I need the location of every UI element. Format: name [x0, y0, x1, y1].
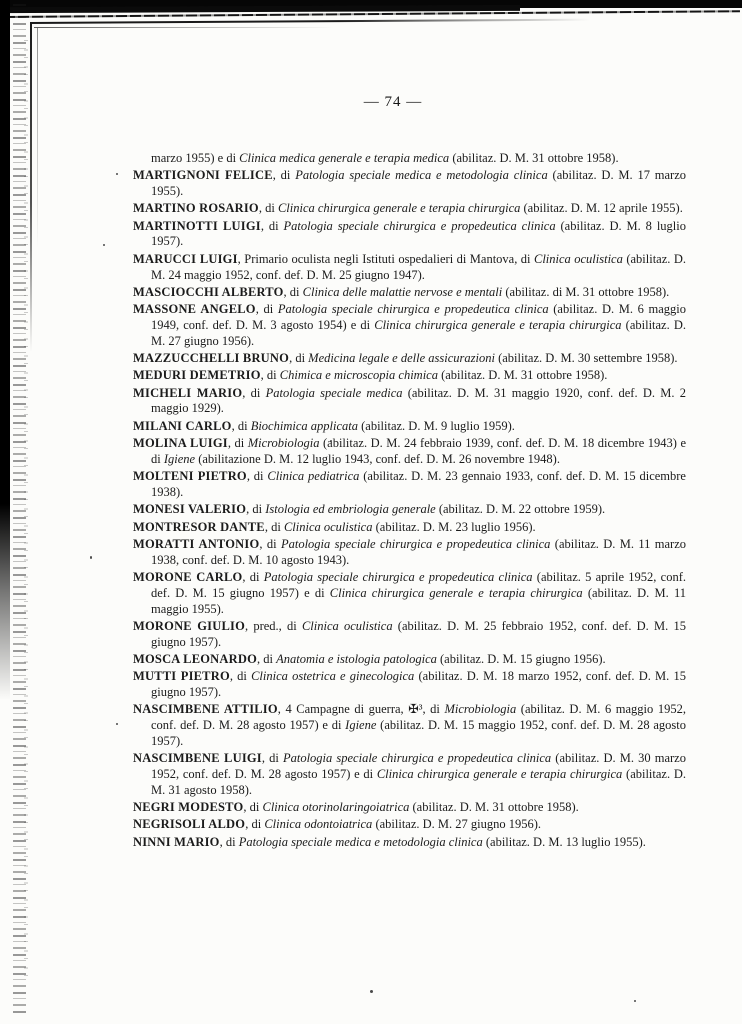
directory-entry: [133, 469, 686, 501]
person-name: MARTINO ROSARIO: [133, 201, 259, 216]
person-name: MUTTI PIETRO: [133, 669, 230, 684]
specialty-name: Clinica ostetrica e ginecologica: [251, 669, 415, 684]
directory-entry: [133, 619, 686, 651]
entry-text: , di: [242, 385, 266, 400]
person-name: NASCIMBENE ATTILIO: [133, 702, 278, 717]
entry-text: (abilitaz. D. M. 12 aprile 1955).: [520, 201, 683, 216]
entry-text: (abilitaz. D. M. 31 ottobre 1958).: [409, 800, 579, 815]
entry-text: (abilitaz. D. M. 31 ottobre 1958).: [437, 368, 608, 383]
directory-entry-continuation: [133, 151, 686, 167]
entry-text: (abilitaz. D. M. 27 giugno 1956).: [151, 317, 686, 348]
scan-speckle-dot: [370, 990, 373, 993]
entry-text: , di: [255, 302, 278, 317]
entry-text: (abilitaz. D. M. 9 luglio 1959).: [357, 418, 515, 433]
entry-text: , di: [259, 536, 281, 551]
entry-text: (abilitaz. D. M. 31 ottobre 1958).: [449, 151, 619, 165]
person-name: MONTRESOR DANTE: [133, 519, 265, 534]
specialty-name: Clinica chirurgica generale e terapia chirurgica: [329, 585, 583, 600]
entry-text: , di: [242, 569, 264, 584]
directory-entry: [133, 835, 686, 851]
specialty-name: Patologia speciale chirurgica e propedeutica clinica: [283, 218, 556, 233]
directory-entry: [133, 201, 686, 217]
specialty-name: Clinica chirurgica generale e terapia chirurgica: [376, 766, 623, 781]
page-number: — 74 —: [363, 94, 423, 110]
directory-entry: [133, 537, 686, 569]
person-name: NINNI MARIO: [133, 834, 220, 849]
person-name: NEGRI MODESTO: [133, 800, 244, 815]
person-name: MILANI CARLO: [133, 418, 232, 433]
scan-speckle-dot: [116, 723, 118, 725]
person-name: NEGRISOLI ALDO: [133, 817, 246, 832]
directory-entry: [133, 702, 686, 749]
entry-text: , di: [243, 800, 263, 815]
specialty-name: Clinica chirurgica generale e terapia chirurgica: [277, 201, 521, 216]
entry-text: (abilitaz. di M. 31 ottobre 1958).: [502, 284, 670, 299]
specialty-name: Biochimica applicata: [250, 418, 358, 433]
directory-entry: [133, 800, 686, 816]
entry-text: , di: [264, 519, 284, 534]
entry-text: , di: [261, 751, 283, 766]
specialty-name: Clinica oculistica: [533, 251, 623, 266]
entry-text: (abilitaz. D. M. 27 giugno 1956).: [372, 817, 542, 832]
specialty-name: Chimica e microscopia chimica: [279, 368, 438, 383]
entry-text: (abilitaz. D. M. 31 agosto 1958).: [151, 766, 686, 797]
person-name: MASSONE ANGELO: [133, 302, 256, 317]
entry-text: , di: [289, 351, 309, 366]
person-name: MAZZUCCHELLI BRUNO: [133, 351, 290, 366]
person-name: NASCIMBENE LUIGI: [133, 751, 262, 766]
directory-entry: [133, 302, 686, 349]
specialty-name: Patologia speciale medica e metodologia clinica: [238, 834, 483, 849]
specialty-name: Clinica delle malattie nervose e mentali: [302, 284, 503, 299]
directory-entry: [133, 570, 686, 617]
entry-text: (abilitaz. D. M. 13 luglio 1955).: [482, 834, 646, 849]
specialty-name: Patologia speciale medica e metodologia clinica: [295, 168, 548, 183]
specialty-name: Microbiologia: [247, 436, 320, 451]
specialty-name: Patologia speciale chirurgica e propedeutica clinica: [280, 536, 551, 551]
person-name: MEDURI DEMETRIO: [133, 368, 261, 383]
page-frame-top-line: [30, 19, 590, 24]
scan-speckle-dot: [90, 556, 92, 559]
specialty-name: Clinica oculistica: [301, 618, 393, 633]
specialty-name: Igiene: [345, 718, 377, 733]
directory-entry: [133, 751, 686, 798]
specialty-name: Patologia speciale chirurgica e propedeutica clinica: [282, 751, 552, 766]
specialty-name: Anatomia e istologia patologica: [276, 651, 437, 666]
entry-text: (abilitaz. D. M. 6 maggio 1952, conf. def. D. M. 28 agosto 1957) e di: [151, 702, 686, 733]
entry-text: , di: [231, 418, 251, 433]
entry-text: (abilitaz. D. M. 8 luglio 1957).: [151, 218, 686, 249]
specialty-name: Patologia speciale chirurgica e propedeutica clinica: [277, 302, 549, 317]
specialty-name: Clinica medica generale e terapia medica: [239, 151, 450, 165]
entry-text: (abilitaz. D. M. 30 settembre 1958).: [494, 351, 678, 366]
directory-entry: [133, 502, 686, 518]
entry-text: , di: [257, 651, 277, 666]
specialty-name: Clinica otorinolaringoiatrica: [262, 800, 410, 815]
entry-text: (abilitaz. D. M. 17 marzo 1955).: [151, 168, 686, 199]
directory-entry: [133, 817, 686, 833]
entry-text: (abilitaz. D. M. 30 marzo 1952, conf. def. D. M. 28 agosto 1957) e di: [151, 751, 686, 781]
entry-text: , di: [260, 368, 280, 383]
entry-text: (abilitaz. D. M. 6 maggio 1949, conf. def. D. M. 3 agosto 1954) e di: [151, 302, 686, 332]
directory-entry: [133, 368, 686, 384]
scan-speckle-dot: [634, 1000, 636, 1002]
specialty-name: Medicina legale e delle assicurazioni: [308, 351, 495, 366]
entry-text: (abilitaz. D. M. 11 maggio 1955).: [151, 585, 686, 616]
entry-text: , Primario oculista negli Istituti ospedalieri di Mantova, di: [237, 251, 534, 266]
specialty-name: Igiene: [163, 451, 196, 466]
entry-text: , di: [227, 436, 248, 451]
specialty-name: Clinica odontoiatrica: [264, 817, 373, 832]
person-name: MARUCCI LUIGI: [133, 251, 238, 266]
entry-text: , di: [258, 201, 278, 216]
entry-text: (abilitaz. D. M. 24 maggio 1952, conf. def. D. M. 25 giugno 1947).: [151, 251, 686, 282]
scan-speckle-dot: [116, 173, 118, 175]
person-name: MORATTI ANTONIO: [133, 536, 260, 551]
entry-text: (abilitaz. D. M. 11 marzo 1938, conf. def. D. M. 10 agosto 1943).: [151, 536, 686, 567]
specialty-name: Istologia ed embriologia generale: [265, 502, 436, 517]
page-frame-left-line-inner: [37, 28, 38, 248]
entry-text: (abilitaz. 5 aprile 1952, conf. def. D. M. 15 giugno 1957) e di: [151, 569, 686, 600]
entry-text: (abilitaz. D. M. 15 maggio 1952, conf. def. D. M. 28 agosto 1957).: [151, 718, 686, 748]
entry-text: (abilitaz. D. M. 22 ottobre 1959).: [435, 502, 606, 517]
specialty-name: Clinica chirurgica generale e terapia chirurgica: [374, 317, 622, 332]
person-name: MOSCA LEONARDO: [133, 651, 257, 666]
specialty-name: Patologia speciale medica: [265, 385, 403, 400]
person-name: MONESI VALERIO: [133, 502, 247, 517]
entry-text: , di: [245, 817, 265, 832]
entry-text: , di: [260, 218, 284, 233]
directory-entry: [133, 219, 686, 251]
person-name: MICHELI MARIO: [133, 385, 243, 400]
person-name: MOLTENI PIETRO: [133, 469, 247, 484]
person-name: MORONE CARLO: [133, 569, 243, 584]
entry-text: (abilitaz. D. M. 31 maggio 1920, conf. def. D. M. 2 maggio 1929).: [151, 385, 686, 416]
directory-entry: [133, 520, 686, 536]
page-frame-left-line: [30, 22, 32, 352]
entry-text: (abilitaz. D. M. 25 febbraio 1952, conf. def. D. M. 15 giugno 1957).: [151, 618, 686, 649]
entry-text: , pred., di: [245, 618, 302, 633]
directory-entry: [133, 652, 686, 668]
entry-text: , di: [283, 284, 303, 299]
directory-entry: [133, 419, 686, 435]
entry-text: (abilitazione D. M. 12 luglio 1943, conf. def. D. M. 26 novembre 1948).: [195, 451, 560, 466]
specialty-name: Clinica oculistica: [283, 519, 373, 534]
person-name: MARTINOTTI LUIGI: [133, 218, 261, 233]
person-name: MARTIGNONI FELICE: [133, 168, 273, 183]
page-frame-top-line-inner: [34, 27, 334, 28]
specialty-name: Clinica pediatrica: [267, 469, 360, 484]
person-name: MORONE GIULIO: [133, 618, 245, 633]
entry-text: (abilitaz. D. M. 23 luglio 1956).: [372, 519, 536, 534]
entry-text: , di: [246, 469, 268, 484]
entry-text: (abilitaz. D. M. 18 marzo 1952, conf. def. D. M. 15 giugno 1957).: [151, 669, 686, 699]
directory-entry: [133, 351, 686, 367]
entry-text: marzo 1955) e di: [151, 151, 240, 165]
entry-text: , di: [246, 502, 266, 517]
entry-text: (abilitaz. D. M. 23 gennaio 1933, conf. def. D. M. 15 dicembre 1938).: [151, 469, 686, 499]
specialty-name: Patologia speciale chirurgica e propedeutica clinica: [263, 569, 533, 584]
entry-text: (abilitaz. D. M. 24 febbraio 1939, conf. def. D. M. 18 dicembre 1943) e di: [151, 436, 686, 466]
directory-entry: [133, 168, 686, 200]
specialty-name: Microbiologia: [444, 702, 517, 717]
entry-text: (abilitaz. D. M. 15 giugno 1956).: [436, 651, 606, 666]
person-name: MOLINA LUIGI: [133, 436, 228, 451]
directory-entry: [133, 386, 686, 418]
scan-binding-strip: [0, 0, 10, 700]
directory-entry: [133, 669, 686, 701]
directory-entry: [133, 252, 686, 284]
entry-text: , 4 Campagne di guerra, ✠³, di: [277, 702, 445, 717]
directory-entry: [133, 285, 686, 301]
scan-speckle-column-secondary: [24, 40, 28, 980]
person-name: MASCIOCCHI ALBERTO: [133, 284, 284, 299]
directory-entry: [133, 436, 686, 468]
entry-text: , di: [229, 669, 252, 684]
scan-speckle-dot: [103, 244, 105, 246]
entry-text: , di: [272, 168, 296, 183]
entry-list: [133, 151, 686, 852]
entry-text: , di: [219, 834, 239, 849]
